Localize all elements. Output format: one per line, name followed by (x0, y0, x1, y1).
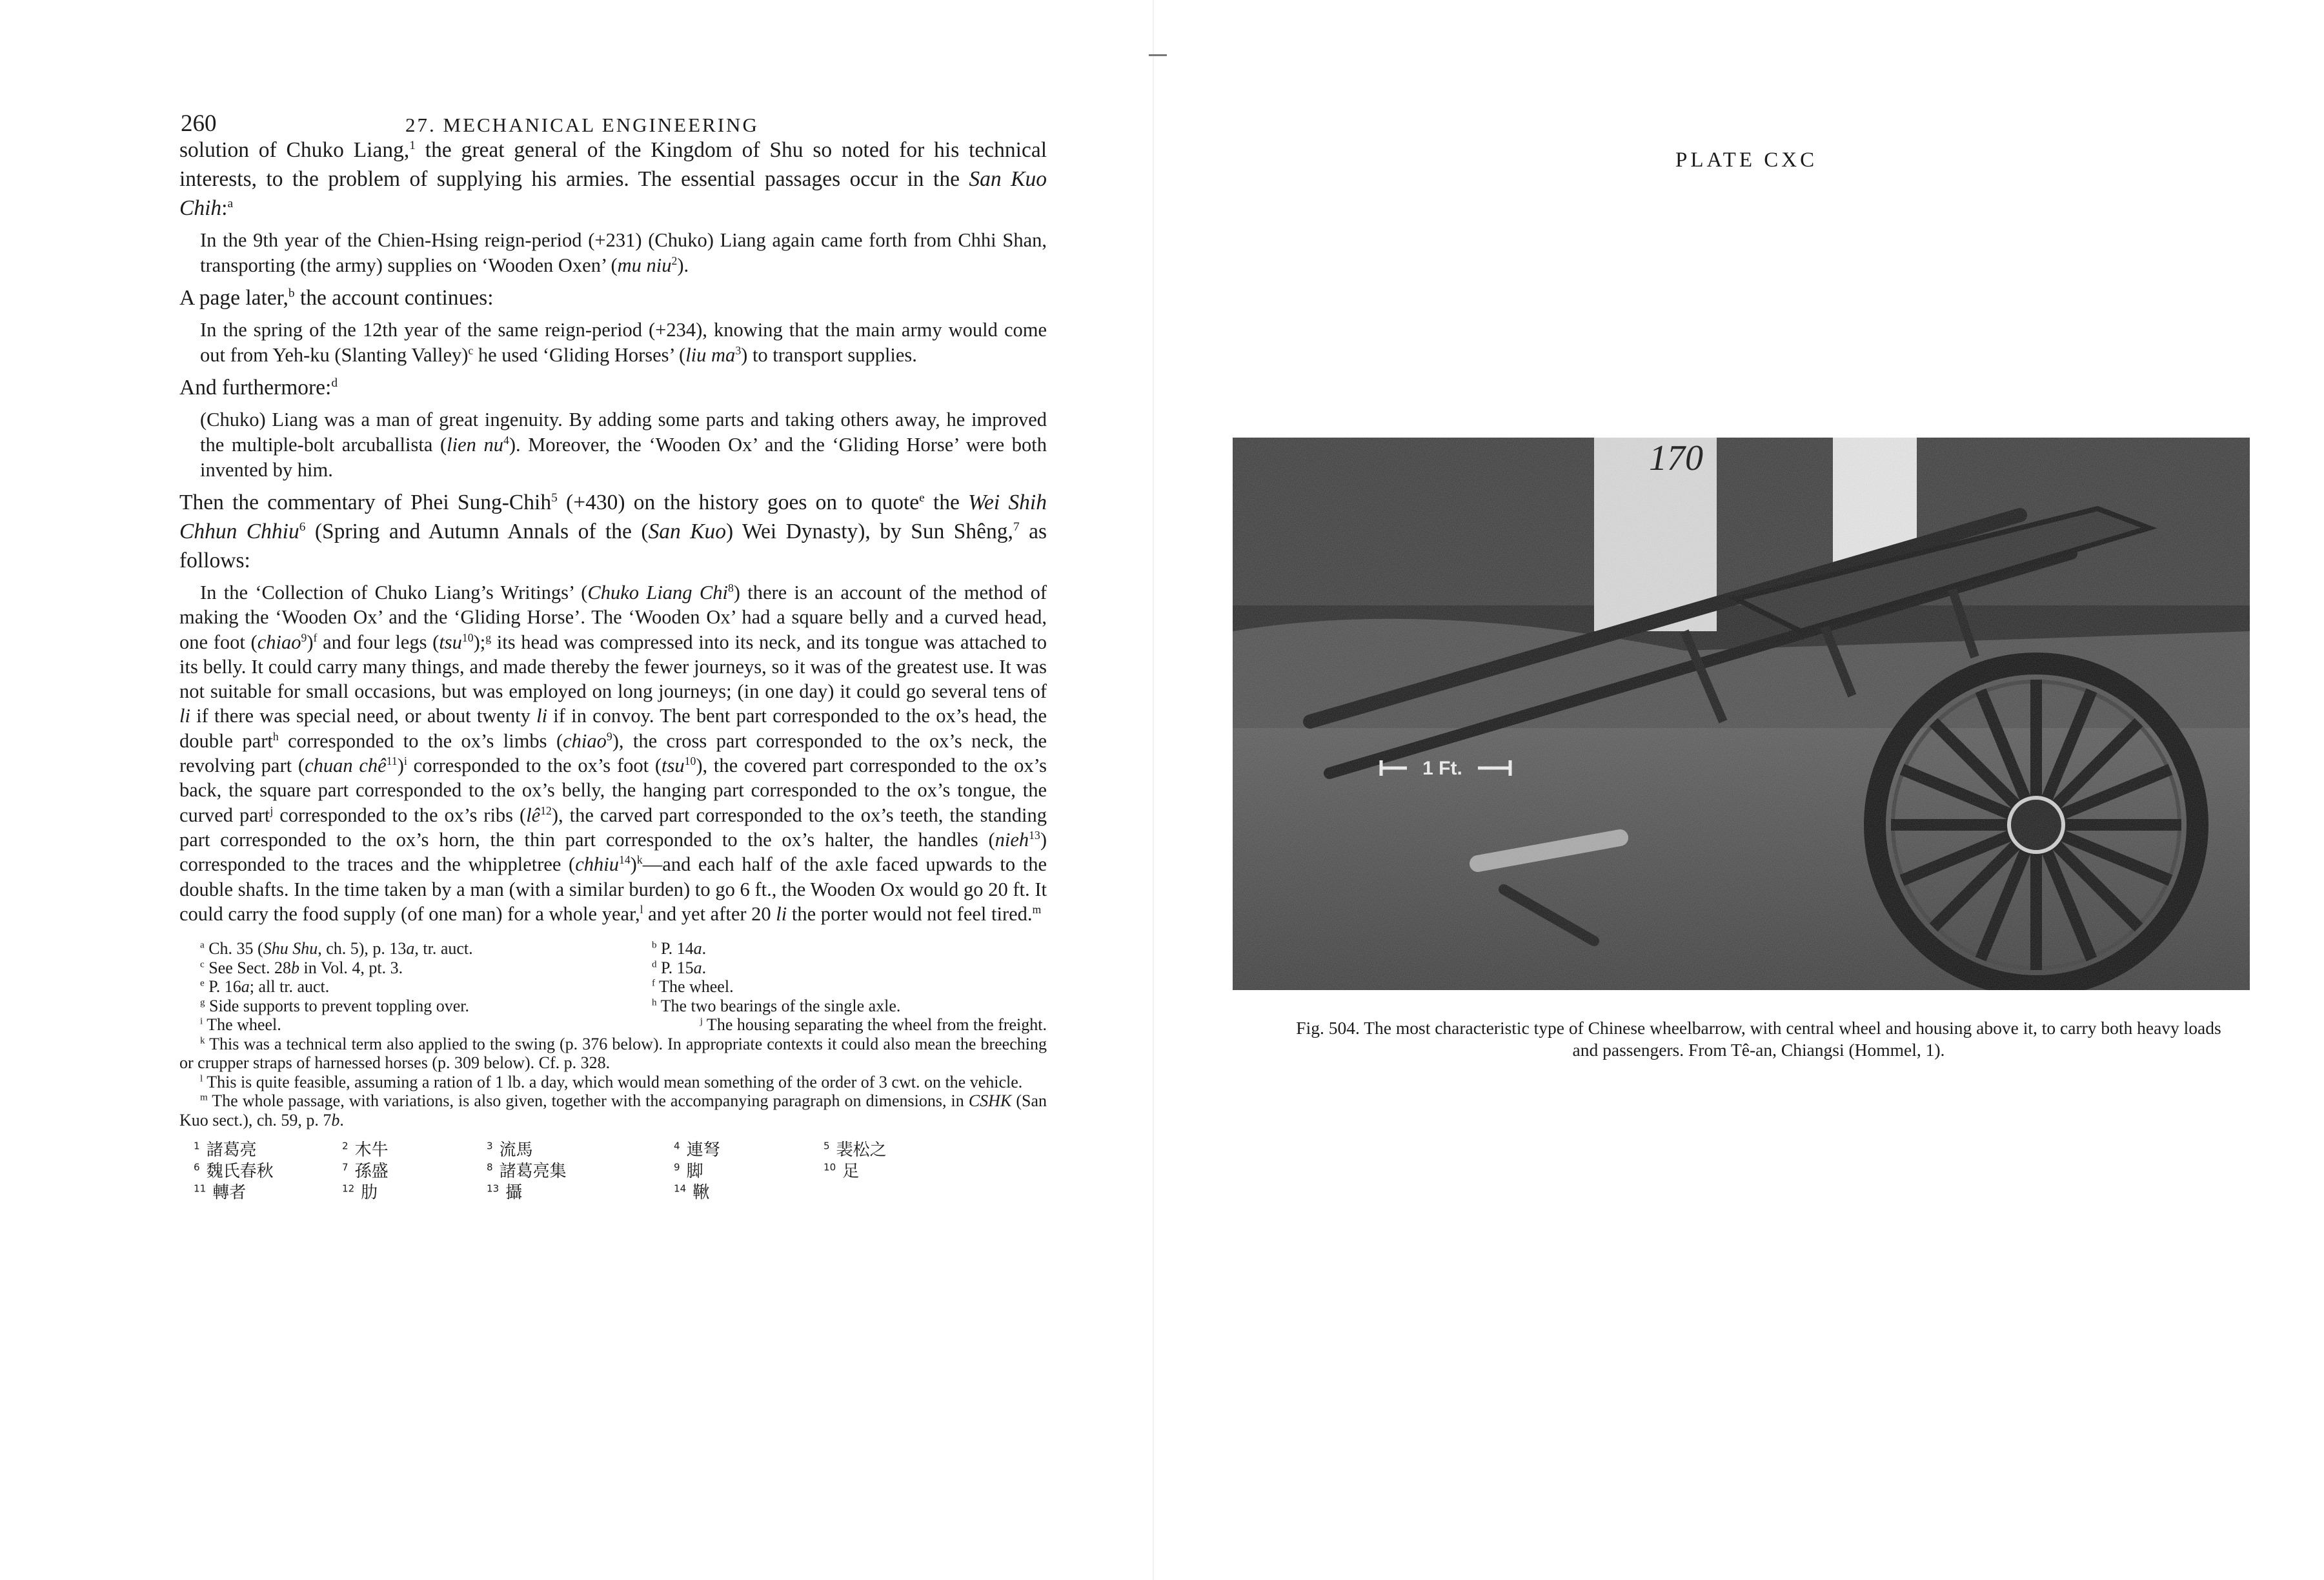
footnote-row (179, 1015, 1047, 1035)
footnote-k: $^k$ This was a technical term also applied to the swing (p. 376 below). In appropriate contexts it could also mean the breeching or crupper straps of harnessed horses (p. 309 below). Cf. p. 328. (179, 1034, 1047, 1073)
footnote-l: $^l$ This is quite feasible, assuming a ration of 1 lb. a day, which would mean something of the order of 3 cwt. on the vehicle. (200, 1072, 1023, 1091)
wheelbarrow-photo (1233, 438, 2250, 990)
figure-caption: Fig. 504. The most characteristic type of Chinese wheelbarrow, with central wheel and housing above it, to carry both heavy loads and passengers. From Tê-an, Chiangsi (Hommel, 1). (1296, 1018, 2221, 1060)
glossary-entry: $^4$ 連弩 (674, 1140, 720, 1160)
chinese-character-glossary (179, 1140, 1047, 1204)
footnote-row (179, 977, 1047, 997)
paragraph-1: solution of Chuko Liang,$^1$ the great general of the Kingdom of Shu so noted for his technical interests, to the problem of supplying his armies. The essential passages occur in the San Kuo Chih:$^a$ (179, 138, 1047, 220)
glossary-entry: $^6$ 魏氏春秋 (194, 1161, 274, 1182)
quote-3: (Chuko) Liang was a man of great ingenuity. By adding some parts and taking others away, he improved the multiple-bolt arcuballista (lien $nu^4$). Moreover, the ‘Wooden Ox’ and the ‘Gliding Horse’ were both invented by him. (200, 409, 1047, 481)
footnote-row (179, 958, 1047, 978)
glossary-entry: $^1$ 諸葛亮 (194, 1140, 257, 1160)
footnote-g: $^g$ Side supports to prevent toppling over. (200, 996, 470, 1015)
footnote-row (179, 939, 1047, 958)
glossary-entry: $^3$ 流馬 (487, 1140, 533, 1160)
footnote-d: $^d$ P. 15a. (652, 958, 707, 977)
glossary-entry: $^8$ 諸葛亮集 (487, 1161, 567, 1182)
page-gutter (1153, 0, 1154, 1580)
footnote-h: $^h$ The two bearings of the single axle. (652, 996, 901, 1015)
plate-title: PLATE CXC (1675, 148, 1818, 172)
chapter-title: 27. MECHANICAL ENGINEERING (405, 114, 759, 136)
left-page (179, 97, 1047, 1204)
photo-grain (1233, 438, 2250, 990)
footnote-a: $^a$ Ch. 35 (Shu Shu, ch. 5), p. 13a, tr. auct. (200, 939, 473, 958)
crop-mark (1149, 54, 1167, 56)
quote-2: In the spring of the 12th year of the same reign-period (+234), knowing that the main army would come out from Yeh-ku (Slanting Valley)$^c$ he used ‘Gliding Horses’ (liu $ma^3$) to transport supplies. (200, 319, 1047, 366)
glossary-entry: $^{14}$ 鞦 (674, 1182, 710, 1203)
glossary-entry: $^{13}$ 攝 (487, 1182, 523, 1203)
footnote-j: $^j$ The housing separating the wheel from the freight. (700, 1015, 1047, 1035)
paragraph-3: And furthermore:$^d$ (179, 376, 338, 400)
footnote-f: $^f$ The wheel. (652, 977, 734, 997)
quote-4: In the ‘Collection of Chuko Liang’s Writings’ (Chuko Liang Chi$^8$) there is an account of the method of making the ‘Wooden Ox’ and the ‘Gliding Horse’. The ‘Wooden Ox’ had a square belly and a curved head, one foot (chiao$^9$)$^f$ and four legs (tsu$^{10}$);$^g$ its head was compressed into its neck, and its tongue was attached to its belly. It could carry many things, and made thereby the fewer journeys, so it was of the greatest use. It was not suitable for small occasions, but was employed on long journeys; (in one day) it could go several tens of li if there was special need, or about twenty li if in convoy. The bent part corresponded to the ox’s head, the double part$^h$ corresponded to the ox’s limbs (chiao$^9$), the cross part corresponded to the ox’s neck, the revolving part (chuan chê$^{11}$)$^i$ corresponded to the ox’s foot (tsu$^{10}$), the covered part corresponded to the ox’s back, the square part corresponded to the ox’s belly, the hanging part corresponded to the ox’s tongue, the curved part$^j$ corresponded to the ox’s ribs $(lê^{12})$, the carved part corresponded to the ox’s teeth, the standing part corresponded to the ox’s horn, the thin part corresponded to the ox’s halter, the handles (nieh$^{13}$) corresponded to the traces and the whippletree (chhiu$^{14}$)$^k$—and each half of the axle faced upwards to the double shafts. In the time taken by a man (with a similar burden) to go 6 ft., the Wooden Ox would go 20 ft. It could carry the food supply (of one man) for a whole year,$^l$ and yet after 20 li the porter would not feel tired.$^m$ (179, 581, 1047, 925)
footnote-m: $^m$ The whole passage, with variations, is also given, together with the accompanying paragraph on dimensions, in CSHK (San Kuo sect.), ch. 59, p. 7b. (179, 1091, 1047, 1129)
glossary-entry: $^5$ 裴松之 (824, 1140, 887, 1160)
paragraph-4: Then the commentary of Phei Sung-Chih$^5$ (+430) on the history goes on to quote$^e$ the Wei Shih Chhun Chhiu$^6$ (Spring and Autumn Annals of the (San Kuo) Wei Dynasty), by Sun Shêng,$^7$ as follows: (179, 491, 1047, 572)
glossary-entry: $^9$ 脚 (674, 1161, 703, 1182)
footnote-i: $^i$ The wheel. (200, 1015, 281, 1035)
footnote-e: $^e$ P. 16a; all tr. auct. (200, 977, 330, 997)
footnote-c: $^c$ See Sect. 28b in Vol. 4, pt. 3. (200, 958, 403, 977)
page-number: 260 (181, 110, 217, 137)
glossary-entry: $^2$ 木牛 (342, 1140, 389, 1160)
footnote-b: $^b$ P. 14a. (652, 939, 707, 958)
quote-1: In the 9th year of the Chien-Hsing reign-period (+231) (Chuko) Liang again came forth from Chhi Shan, transporting (the army) supplies on ‘Wooden Oxen’ (mu niu$^2$). (200, 229, 1047, 276)
footnotes (179, 939, 1047, 1129)
footnote-row (179, 997, 1047, 1016)
running-header (179, 97, 1047, 136)
glossary-entry: $^{12}$ 肋 (342, 1182, 378, 1203)
paragraph-2: A page later,$^b$ the account continues: (179, 286, 494, 310)
glossary-entry: $^{11}$ 轉者 (194, 1182, 247, 1203)
glossary-entry: $^{10}$ 足 (824, 1161, 860, 1182)
glossary-entry: $^7$ 孫盛 (342, 1161, 389, 1182)
